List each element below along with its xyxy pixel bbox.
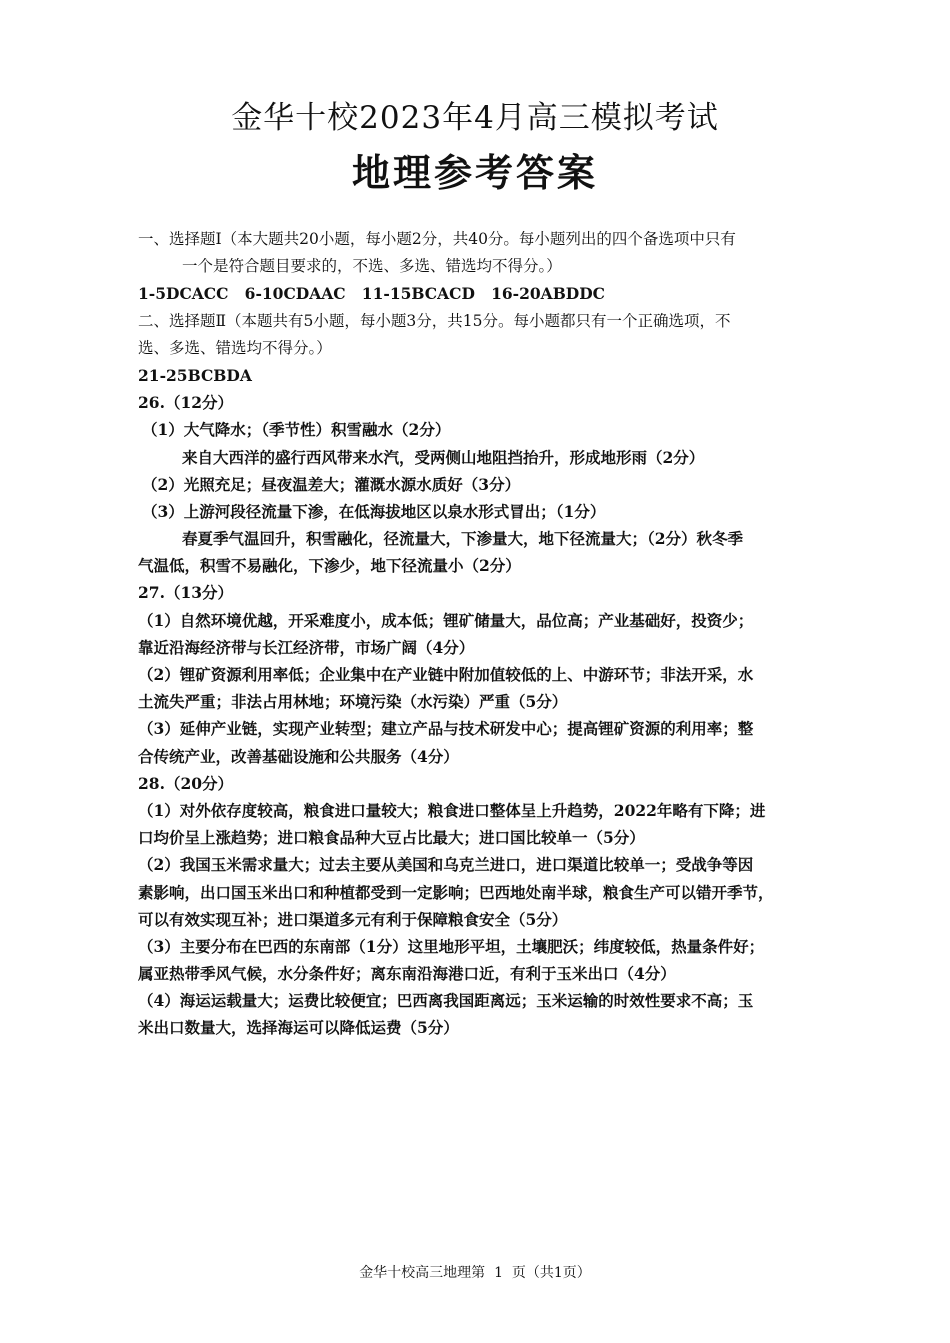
q28-part2-cont: 素影响，出口国玉米出口和种植都受到一定影响；巴西地处南半球，粮食生产可以错开季节，	[138, 882, 774, 902]
q27-part1-cont: 靠近沿海经济带与长江经济带，市场广阔（4分）	[138, 637, 475, 657]
question-28	[138, 770, 828, 1042]
q26-part3-cont: 春夏季气温回升，积雪融化，径流量大，下渗量大，地下径流量大；（2分）秋冬季	[182, 529, 744, 549]
section1-answers: 1-5DCACC 6-10CDAAC 11-15BCACD 16-20ABDDC	[138, 284, 606, 304]
page-title: 地理参考答案	[351, 150, 598, 195]
q28-heading: 28.（20分）	[138, 773, 234, 793]
q27-heading: 27.（13分）	[138, 583, 234, 603]
q28-part3: （3）主要分布在巴西的东南部（1分）这里地形平坦，土壤肥沃；纬度较低，热量条件好；	[138, 936, 765, 956]
q27-part2: （2）锂矿资源利用率低；企业集中在产业链中附加值较低的上、中游环节；非法开采，水	[138, 665, 754, 684]
question-26	[138, 389, 828, 579]
section2-answers: 21-25BCBDA	[138, 365, 252, 385]
section-choice-1	[138, 226, 828, 308]
q27-part3: （3）延伸产业链，实现产业转型；建立产品与技术研发中心；提高锂矿资源的利用率；整	[138, 719, 754, 739]
q26-part1: （1）大气降水；（季节性）积雪融水（2分）	[142, 420, 451, 440]
q28-part1: （1）对外依存度较高，粮食进口量较大；粮食进口整体呈上升趋势，2022年略有下降；进	[138, 800, 766, 820]
q26-part2: （2）光照充足；昼夜温差大；灌溉水源水质好（3分）	[142, 474, 521, 494]
q26-part3: （3）上游河段径流量下渗，在低海拔地区以泉水形式冒出；（1分）	[142, 501, 606, 521]
q27-part1: （1）自然环境优越，开采难度小，成本低；锂矿储量大，品位高；产业基础好，投资少；	[138, 610, 754, 630]
section1-instructions-line1: 一、选择题Ⅰ（本大题共20小题，每小题2分，共40分。每小题列出的四个备选项中只有	[138, 230, 736, 248]
answer-body	[138, 226, 828, 1042]
q27-part3-cont: 合传统产业，改善基础设施和公共服务（4分）	[138, 746, 459, 766]
q28-part2-cont2: 可以有效实现互补；进口渠道多元有利于保障粮食安全（5分）	[138, 909, 568, 929]
page-footer: 金华十校高三地理第 1 页（共1页）	[359, 1265, 591, 1281]
section1-instructions-line2: 一个是符合题目要求的，不选、多选、错选均不得分。）	[182, 257, 562, 276]
q27-part2-cont: 土流失严重；非法占用林地；环境污染（水污染）严重（5分）	[138, 692, 568, 712]
exam-title: 金华十校2023年4月高三模拟考试	[231, 100, 719, 136]
section-choice-2	[138, 308, 828, 390]
q28-part1-cont: 口均价呈上涨趋势；进口粮食品种大豆占比最大；进口国比较单一（5分）	[138, 828, 645, 848]
q26-part1-cont: 来自大西洋的盛行西风带来水汽，受两侧山地阻挡抬升，形成地形雨（2分）	[182, 447, 705, 467]
question-27	[138, 579, 828, 769]
q28-part2: （2）我国玉米需求量大；过去主要从美国和乌克兰进口，进口渠道比较单一；受战争等因	[138, 855, 754, 875]
section2-instructions-line2: 选、多选、错选均不得分。）	[138, 338, 332, 357]
q28-part4: （4）海运运载量大；运费比较便宜；巴西离我国距离远；玉米运输的时效性要求不高；玉	[138, 991, 754, 1011]
q26-heading: 26.（12分）	[138, 393, 234, 413]
section2-instructions-line1: 二、选择题Ⅱ（本题共有5小题，每小题3分，共15分。每小题都只有一个正确选项，不	[138, 311, 731, 330]
q28-part4-cont: 米出口数量大，选择海运可以降低运费（5分）	[138, 1018, 459, 1038]
q26-part3-cont2: 气温低，积雪不易融化，下渗少，地下径流量小（2分）	[138, 556, 521, 576]
q28-part3-cont: 属亚热带季风气候，水分条件好；离东南沿海港口近，有利于玉米出口（4分）	[138, 964, 676, 984]
